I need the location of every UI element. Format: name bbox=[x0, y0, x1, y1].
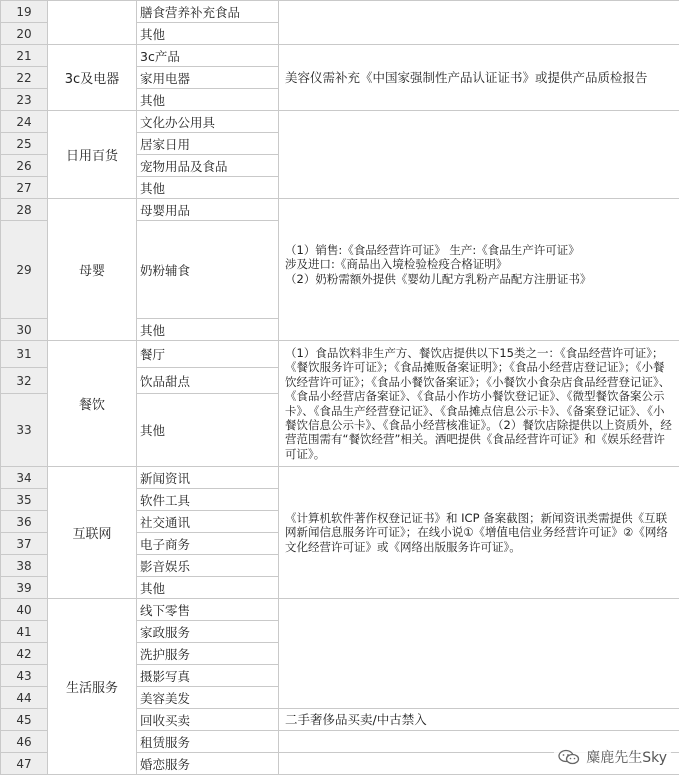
subcategory-cell: 奶粉辅食 bbox=[137, 221, 279, 319]
table-row bbox=[1, 599, 679, 621]
category-electronics: 3c及电器 bbox=[48, 45, 137, 111]
subcategory-cell: 其他 bbox=[137, 319, 279, 341]
row-number: 46 bbox=[1, 731, 48, 753]
row-number: 38 bbox=[1, 555, 48, 577]
table-row bbox=[1, 341, 679, 368]
subcategory-cell: 美容美发 bbox=[137, 687, 279, 709]
requirement-recycle: 二手奢侈品买卖/中古禁入 bbox=[279, 709, 679, 731]
requirement-baby-line: （1）销售:《食品经营许可证》 生产:《食品生产许可证》 bbox=[285, 243, 580, 257]
subcategory-cell: 宠物用品及食品 bbox=[137, 155, 279, 177]
category-daily: 日用百货 bbox=[48, 111, 137, 199]
row-number: 31 bbox=[1, 341, 48, 368]
table-row bbox=[1, 199, 679, 221]
row-number: 37 bbox=[1, 533, 48, 555]
row-number: 24 bbox=[1, 111, 48, 133]
row-number: 20 bbox=[1, 23, 48, 45]
requirement-internet: 《计算机软件著作权登记证书》和 ICP 备案截图；新闻资讯类需提供《互联网新闻信息服务许可证》；在线小说①《增值电信业务经营许可证》②《网络文化经营许可证》或《网络出版服务许可证》。 bbox=[279, 467, 679, 599]
row-number: 29 bbox=[1, 221, 48, 319]
subcategory-cell: 回收买卖 bbox=[137, 709, 279, 731]
row-number: 28 bbox=[1, 199, 48, 221]
subcategory-cell: 其他 bbox=[137, 177, 279, 199]
subcategory-cell: 洗护服务 bbox=[137, 643, 279, 665]
subcategory-cell: 居家日用 bbox=[137, 133, 279, 155]
row-number: 27 bbox=[1, 177, 48, 199]
requirement-cell bbox=[279, 1, 679, 45]
row-number: 30 bbox=[1, 319, 48, 341]
requirement-dining: （1）食品饮料非生产方、餐饮店提供以下15类之一：《食品经营许可证》；《餐饮服务许可证》；《食品摊贩备案证明》；《食品小经营店登记证》；《小餐饮经营许可证》；《食品小餐饮备案证》；《小餐饮小食杂店食品经营登记证》、《食品小经营店备案证》、《食品小作坊小餐饮登记证》、《微型餐饮备案公示卡》、《食品生产经营登记证》、《食品摊点信息公示卡》、《备案登记证》、《小餐饮信息公示卡》、《食品小经营核准证》。（2）餐饮店除提供以上资质外，经营范围需有“餐饮经营”相关。酒吧提供《食品经营许可证》和《娱乐经营许可证》。 bbox=[279, 341, 679, 467]
requirement-baby-line: （2）奶粉需额外提供《婴幼儿配方乳粉产品配方注册证书》 bbox=[285, 271, 592, 286]
subcategory-cell: 母婴用品 bbox=[137, 199, 279, 221]
subcategory-cell: 饮品甜点 bbox=[137, 368, 279, 394]
watermark bbox=[554, 745, 671, 769]
subcategory-cell: 3c产品 bbox=[137, 45, 279, 67]
category-dining: 餐饮 bbox=[48, 341, 137, 467]
row-number: 47 bbox=[1, 753, 48, 775]
subcategory-cell: 新闻资讯 bbox=[137, 467, 279, 489]
requirement-baby bbox=[279, 199, 679, 341]
row-number: 41 bbox=[1, 621, 48, 643]
row-number: 19 bbox=[1, 1, 48, 23]
requirement-life bbox=[279, 599, 679, 709]
subcategory-cell: 线下零售 bbox=[137, 599, 279, 621]
requirement-electronics: 美容仪需补充《中国家强制性产品认证证书》或提供产品质检报告 bbox=[279, 45, 679, 111]
subcategory-cell: 文化办公用具 bbox=[137, 111, 279, 133]
subcategory-cell: 摄影写真 bbox=[137, 665, 279, 687]
row-number: 21 bbox=[1, 45, 48, 67]
subcategory-cell: 家用电器 bbox=[137, 67, 279, 89]
row-number: 35 bbox=[1, 489, 48, 511]
row-number: 33 bbox=[1, 394, 48, 467]
subcategory-cell: 软件工具 bbox=[137, 489, 279, 511]
watermark-text: 麋鹿先生Sky bbox=[586, 750, 667, 766]
subcategory-cell: 婚恋服务 bbox=[137, 753, 279, 775]
category-cell bbox=[48, 1, 137, 45]
table-row bbox=[1, 467, 679, 489]
wechat-icon bbox=[558, 749, 580, 765]
requirement-daily bbox=[279, 111, 679, 199]
row-number: 42 bbox=[1, 643, 48, 665]
row-number: 34 bbox=[1, 467, 48, 489]
row-number: 43 bbox=[1, 665, 48, 687]
subcategory-cell: 膳食营养补充食品 bbox=[137, 1, 279, 23]
subcategory-cell: 影音娱乐 bbox=[137, 555, 279, 577]
row-number: 40 bbox=[1, 599, 48, 621]
category-internet: 互联网 bbox=[48, 467, 137, 599]
subcategory-cell: 餐厅 bbox=[137, 341, 279, 368]
row-number: 32 bbox=[1, 368, 48, 394]
category-baby: 母婴 bbox=[48, 199, 137, 341]
category-life: 生活服务 bbox=[48, 599, 137, 775]
subcategory-cell: 家政服务 bbox=[137, 621, 279, 643]
row-number: 22 bbox=[1, 67, 48, 89]
row-number: 25 bbox=[1, 133, 48, 155]
row-number: 26 bbox=[1, 155, 48, 177]
row-number: 23 bbox=[1, 89, 48, 111]
table-row bbox=[1, 1, 679, 23]
subcategory-cell: 电子商务 bbox=[137, 533, 279, 555]
subcategory-cell: 其他 bbox=[137, 89, 279, 111]
row-number: 44 bbox=[1, 687, 48, 709]
subcategory-cell: 社交通讯 bbox=[137, 511, 279, 533]
requirement-baby-line: 涉及进口:《商品出入境检验检疫合格证明》 bbox=[285, 257, 508, 272]
subcategory-cell: 其他 bbox=[137, 23, 279, 45]
subcategory-cell: 其他 bbox=[137, 394, 279, 467]
subcategory-cell: 租赁服务 bbox=[137, 731, 279, 753]
table-row bbox=[1, 45, 679, 67]
table-row bbox=[1, 111, 679, 133]
row-number: 39 bbox=[1, 577, 48, 599]
subcategory-cell: 其他 bbox=[137, 577, 279, 599]
row-number: 36 bbox=[1, 511, 48, 533]
row-number: 45 bbox=[1, 709, 48, 731]
